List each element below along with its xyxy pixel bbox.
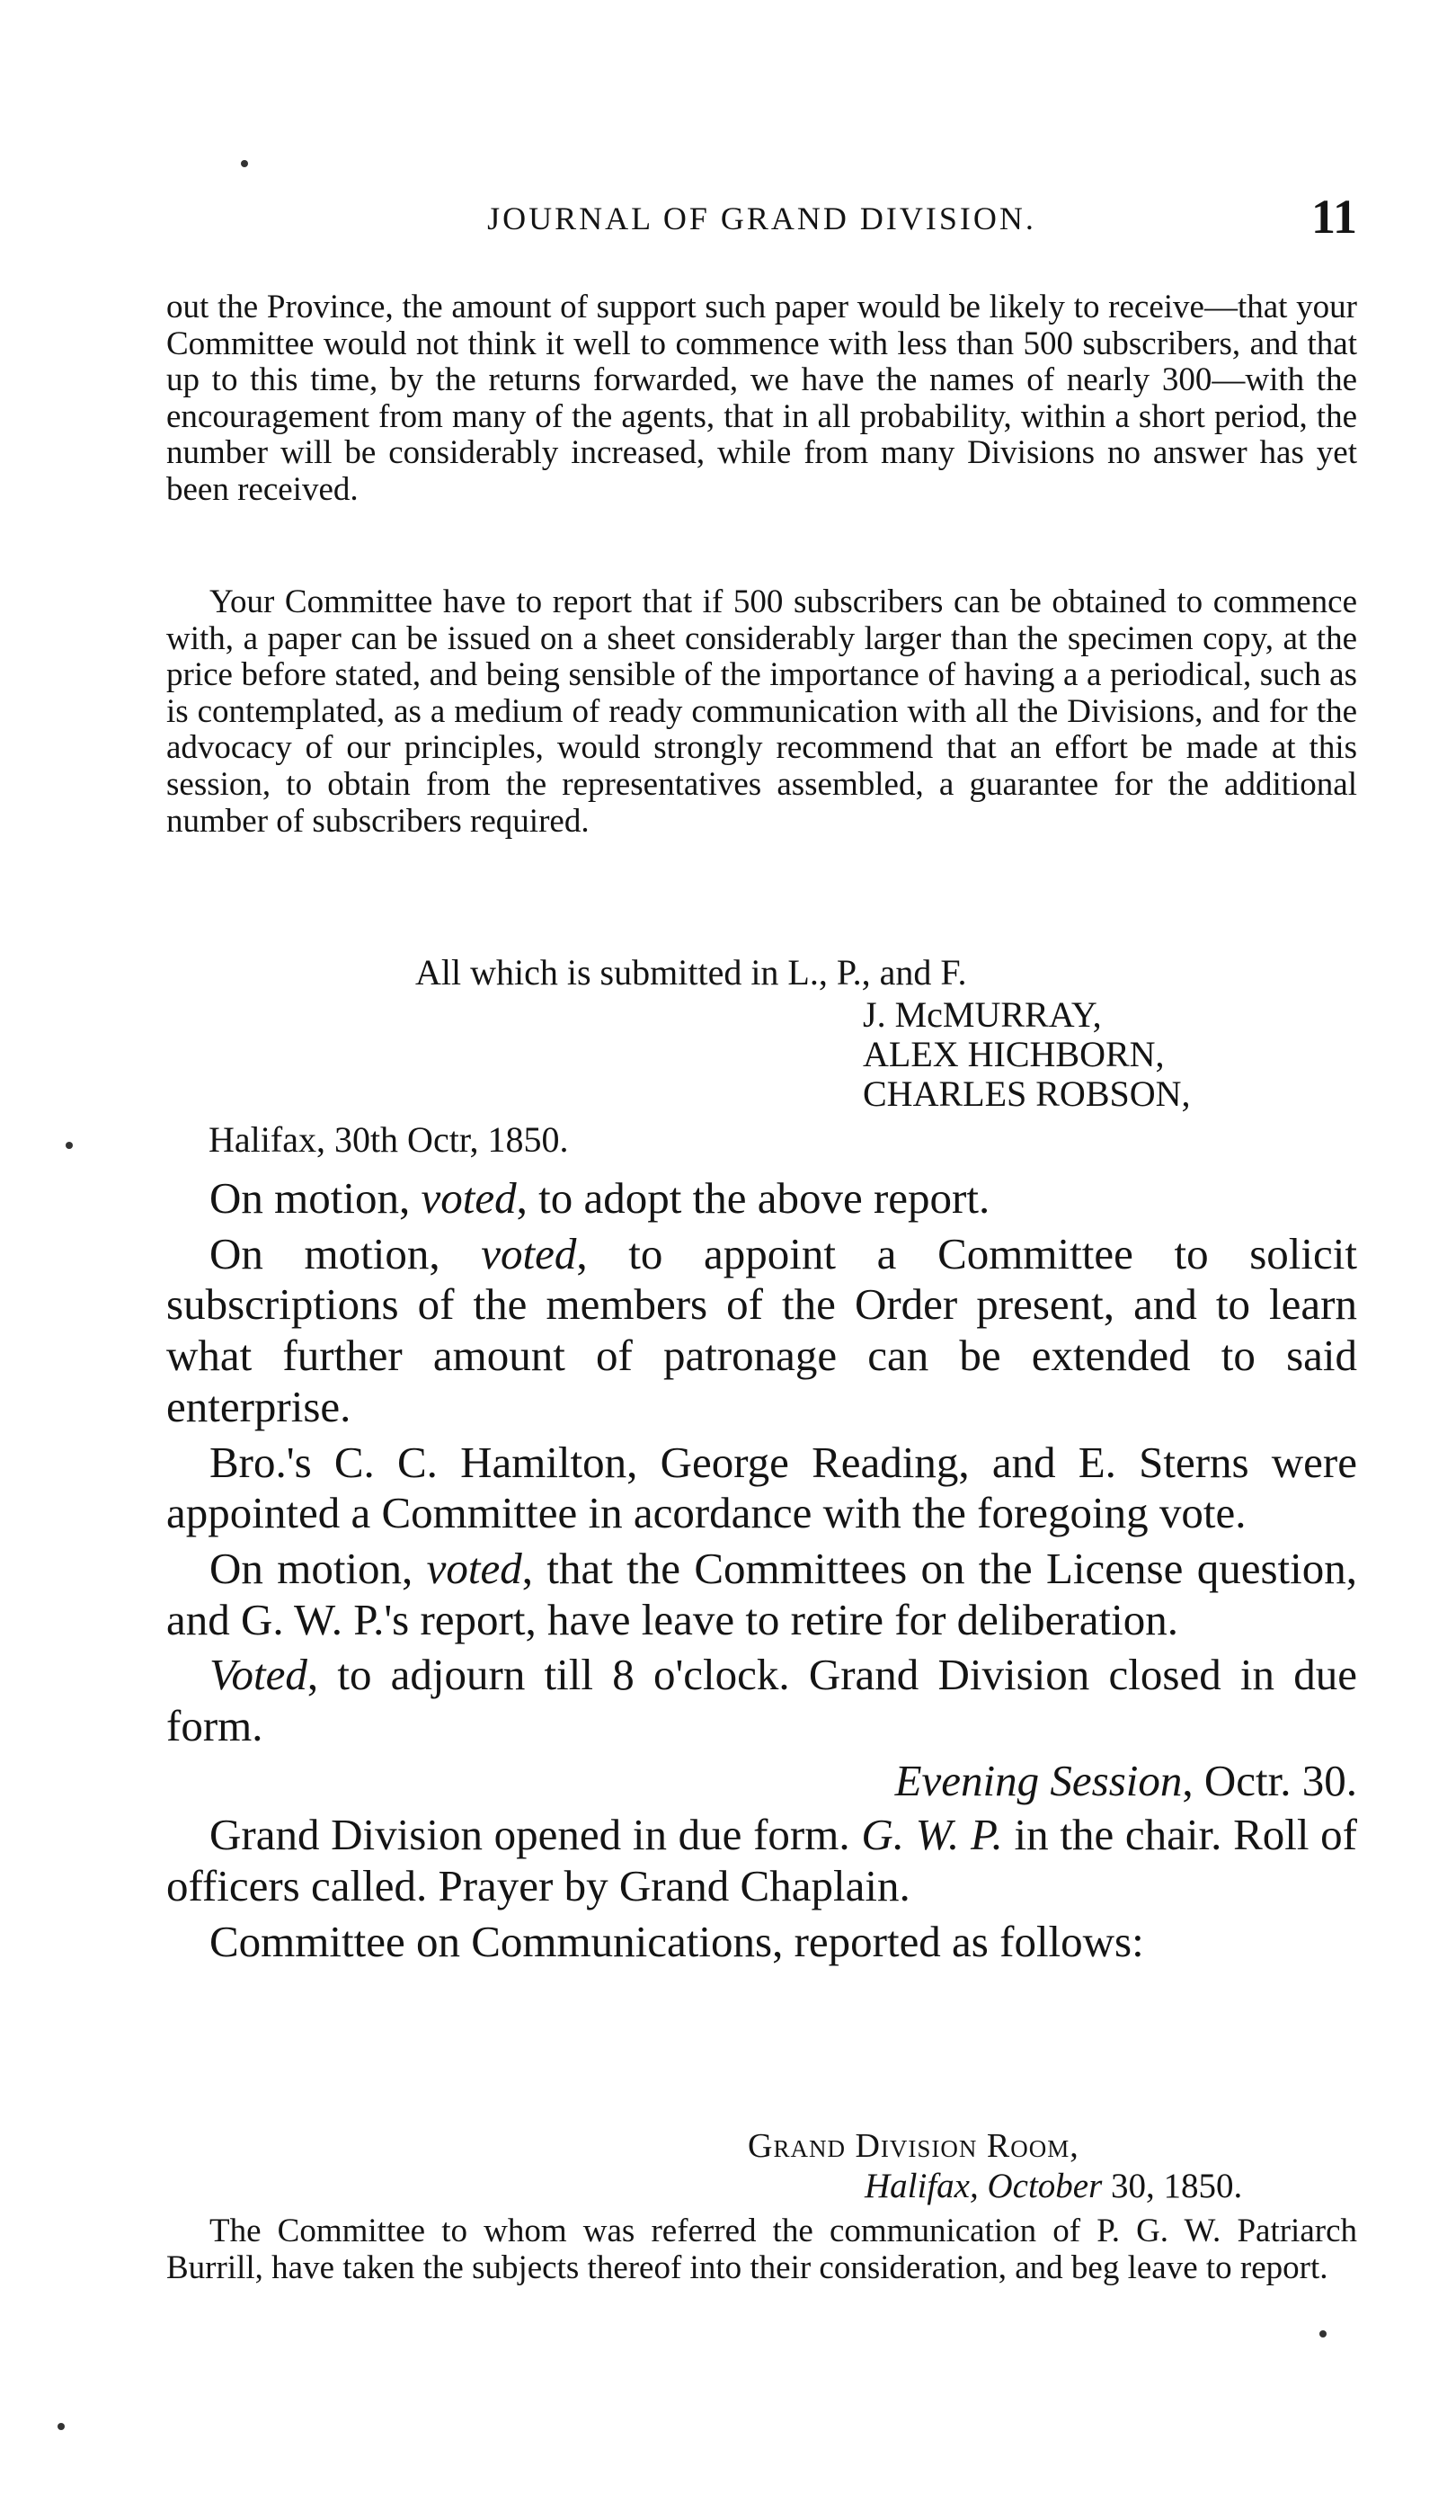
letter-body-block — [166, 2213, 1357, 2286]
ink-speck — [1319, 2330, 1327, 2337]
voted-word: voted — [426, 1543, 522, 1593]
voted-word: voted — [481, 1228, 577, 1278]
letter-date-place: Halifax, October — [865, 2167, 1103, 2205]
voted-word: Voted — [209, 1650, 307, 1700]
submitted-line: All which is submitted in L., P., and F. — [415, 952, 967, 993]
opening-text: in the chair. Roll of officers called. Prayer by Grand Chaplain. — [166, 1810, 1358, 1911]
report-paragraph-2-block — [166, 584, 1357, 949]
letter-date — [865, 2167, 1242, 2206]
motion-adopt-report — [166, 1173, 1357, 1224]
committee-appointed: Bro.'s C. C. Hamilton, George Reading, and E. Sterns were appointed a Committee in acordance with the foregoing vote. — [166, 1437, 1357, 1538]
page-header — [166, 190, 1357, 250]
gwp-abbrev: G. W. P. — [861, 1810, 1003, 1860]
committee-communications-intro: Committee on Communications, reported as follows: — [209, 1916, 1144, 1966]
letter-body: The Committee to whom was referred the communication of P. G. W. Patriarch Burrill, have taken the subjects thereof into their consideration, and beg leave to report. — [166, 2213, 1357, 2286]
signatory: J. McMURRAY, — [863, 994, 1102, 1035]
ink-speck — [58, 2423, 65, 2430]
ink-speck — [241, 160, 248, 167]
motion-appoint-committee — [166, 1229, 1357, 1433]
letter-place: Grand Division Room, — [748, 2127, 1079, 2165]
motion-text: On motion, — [209, 1173, 422, 1223]
motion-license-question — [166, 1544, 1357, 1645]
voted-word: voted — [421, 1173, 517, 1223]
adjournment — [166, 1650, 1357, 1751]
signatories — [863, 995, 1191, 1114]
evening-session-label: Evening Session — [894, 1755, 1183, 1805]
running-head: JOURNAL OF GRAND DIVISION. — [487, 200, 1036, 236]
report-paragraph-2: Your Committee have to report that if 500 subscribers can be obtained to commence with, a paper can be issued on a sheet considerably larger than the specimen copy, at the price before stated, and being sensible of the importance of having a a periodical, such as is contemplated, as a medium of ready communication with all the Divisions, and for the advocacy of our principles, would strongly recommend that an effort be made at this session, to obtain from the representatives assembled, a guarantee for the additional number of subscribers required. — [166, 584, 1357, 840]
motion-text: On motion, — [209, 1228, 482, 1278]
motion-text: , to adopt the above report. — [516, 1173, 990, 1223]
report-dateline: Halifax, 30th Octr, 1850. — [209, 1119, 569, 1160]
evening-session-heading — [166, 1756, 1357, 1807]
adjourn-text: , to adjourn till 8 o'clock. Grand Division closed in due form. — [166, 1650, 1357, 1751]
proceedings — [166, 1173, 1357, 1968]
report-continuation — [166, 289, 1357, 582]
opening-text: Grand Division opened in due form. — [209, 1810, 862, 1860]
signatory: CHARLES ROBSON, — [863, 1073, 1191, 1114]
page-number: 11 — [1310, 190, 1357, 244]
motion-text: , that the Committees on the License question, and G. W. P.'s report, have leave to retire for deliberation. — [166, 1543, 1357, 1644]
evening-session-date: , Octr. 30. — [1182, 1755, 1357, 1805]
ink-speck — [66, 1142, 73, 1149]
letter-date-day: 30, 1850. — [1102, 2167, 1243, 2205]
report-paragraph-1: out the Province, the amount of support such paper would be likely to receive—that your Committee would not think it well to commence with less than 500 subscribers, and that up to this time, by the returns forwarded, we have the names of nearly 300—with the encouragement from many of the agents, that in all probability, within a short period, the number will be considerably increased, while from many Divisions no answer has yet been received. — [166, 289, 1357, 508]
signatory: ALEX HICHBORN, — [863, 1034, 1165, 1074]
motion-text: , to appoint a Committee to solicit subscriptions of the members of the Order present, and to learn what further amount of patronage can be extended to said enterprise. — [166, 1228, 1357, 1431]
evening-opening — [166, 1810, 1357, 1911]
motion-text: On motion, — [209, 1543, 427, 1593]
